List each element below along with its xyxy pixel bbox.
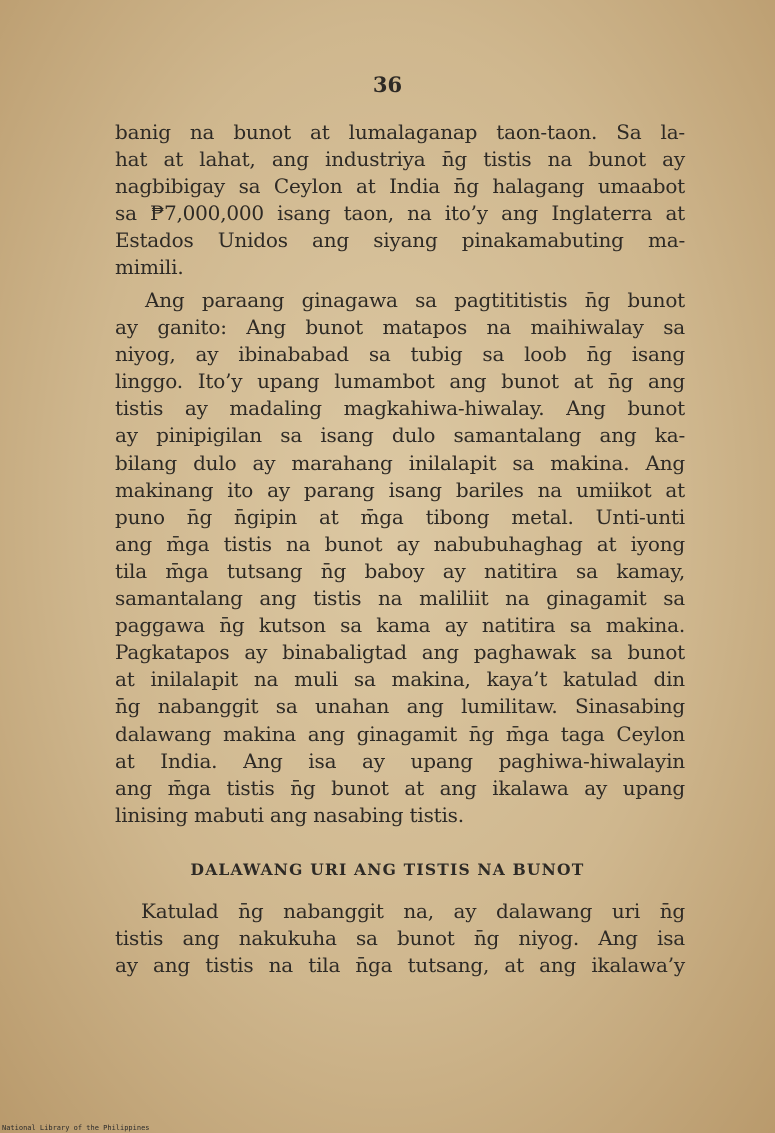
text-line: tistis ang nakukuha sa bunot n̄g niyog. Ang isa [115,926,685,951]
text-line: paggawa n̄g kutson sa kama ay natitira sa makina. [115,613,685,638]
paragraph-2 [115,287,685,829]
text-line: makinang ito ay parang isang bariles na umiikot at [115,477,685,502]
text-line: ang m̄ga tistis na bunot ay nabubuhaghag at iyong [115,531,685,556]
text-line: tistis ay madaling magkahiwa-hiwalay. Ang bunot [115,396,685,421]
text-line: at India. Ang isa ay upang paghiwa-hiwalayin [115,748,685,773]
text-line: linising mabuti ang nasabing tistis. [115,802,464,827]
section-heading: DALAWANG URI ANG TISTIS NA BUNOT [190,860,585,879]
paragraph-1 [115,119,685,282]
text-line: samantalang ang tistis na maliliit na ginagamit sa [115,586,685,611]
text-line: ay ganito: Ang bunot matapos na maihiwalay sa [115,315,685,340]
text-line: Estados Unidos ang siyang pinakamabuting ma- [115,228,685,253]
text-line: Ang paraang ginagawa sa pagtititistis n̄g bunot [145,288,685,312]
text-line: dalawang makina ang ginagamit n̄g m̄ga taga Ceylon [115,721,685,746]
text-line: banig na bunot at lumalaganap taon-taon. Sa la- [115,120,685,144]
page-number: 36 [372,72,403,97]
text-line: n̄g nabanggit sa unahan ang lumilitaw. Sinasabing [115,694,685,719]
text-line: Pagkatapos ay binabaligtad ang paghawak sa bunot [115,640,685,665]
text-line: puno n̄g n̄gipin at m̄ga tibong metal. Unti-unti [115,504,685,529]
text-line: ay pinipigilan sa isang dulo samantalang ang ka- [115,423,685,448]
text-line: mimili. [115,255,184,280]
text-line: ay ang tistis na tila n̄ga tutsang, at ang ikalawa’y [115,953,685,978]
text-line: sa ₱7,000,000 isang taon, na ito’y ang Inglaterra at [115,201,685,226]
paragraph-3 [115,898,685,979]
text-line: Katulad n̄g nabanggit na, ay dalawang uri n̄g [141,899,685,923]
text-line: linggo. Ito’y upang lumambot ang bunot at n̄g ang [115,369,685,394]
text-line: at inilalapit na muli sa makina, kaya’t katulad din [115,667,685,692]
text-line: niyog, ay ibinababad sa tubig sa loob n̄g isang [115,342,685,367]
text-line: bilang dulo ay marahang inilalapit sa makina. Ang [115,450,685,475]
text-line: ang m̄ga tistis n̄g bunot at ang ikalawa ay upang [115,775,685,800]
text-line: nagbibigay sa Ceylon at India n̄g halagang umaabot [115,174,685,199]
text-line: tila m̄ga tutsang n̄g baboy ay natitira sa kamay, [115,558,685,583]
text-line: hat at lahat, ang industriya n̄g tistis na bunot ay [115,147,685,172]
library-credit: National Library of the Philippines [2,1124,150,1132]
